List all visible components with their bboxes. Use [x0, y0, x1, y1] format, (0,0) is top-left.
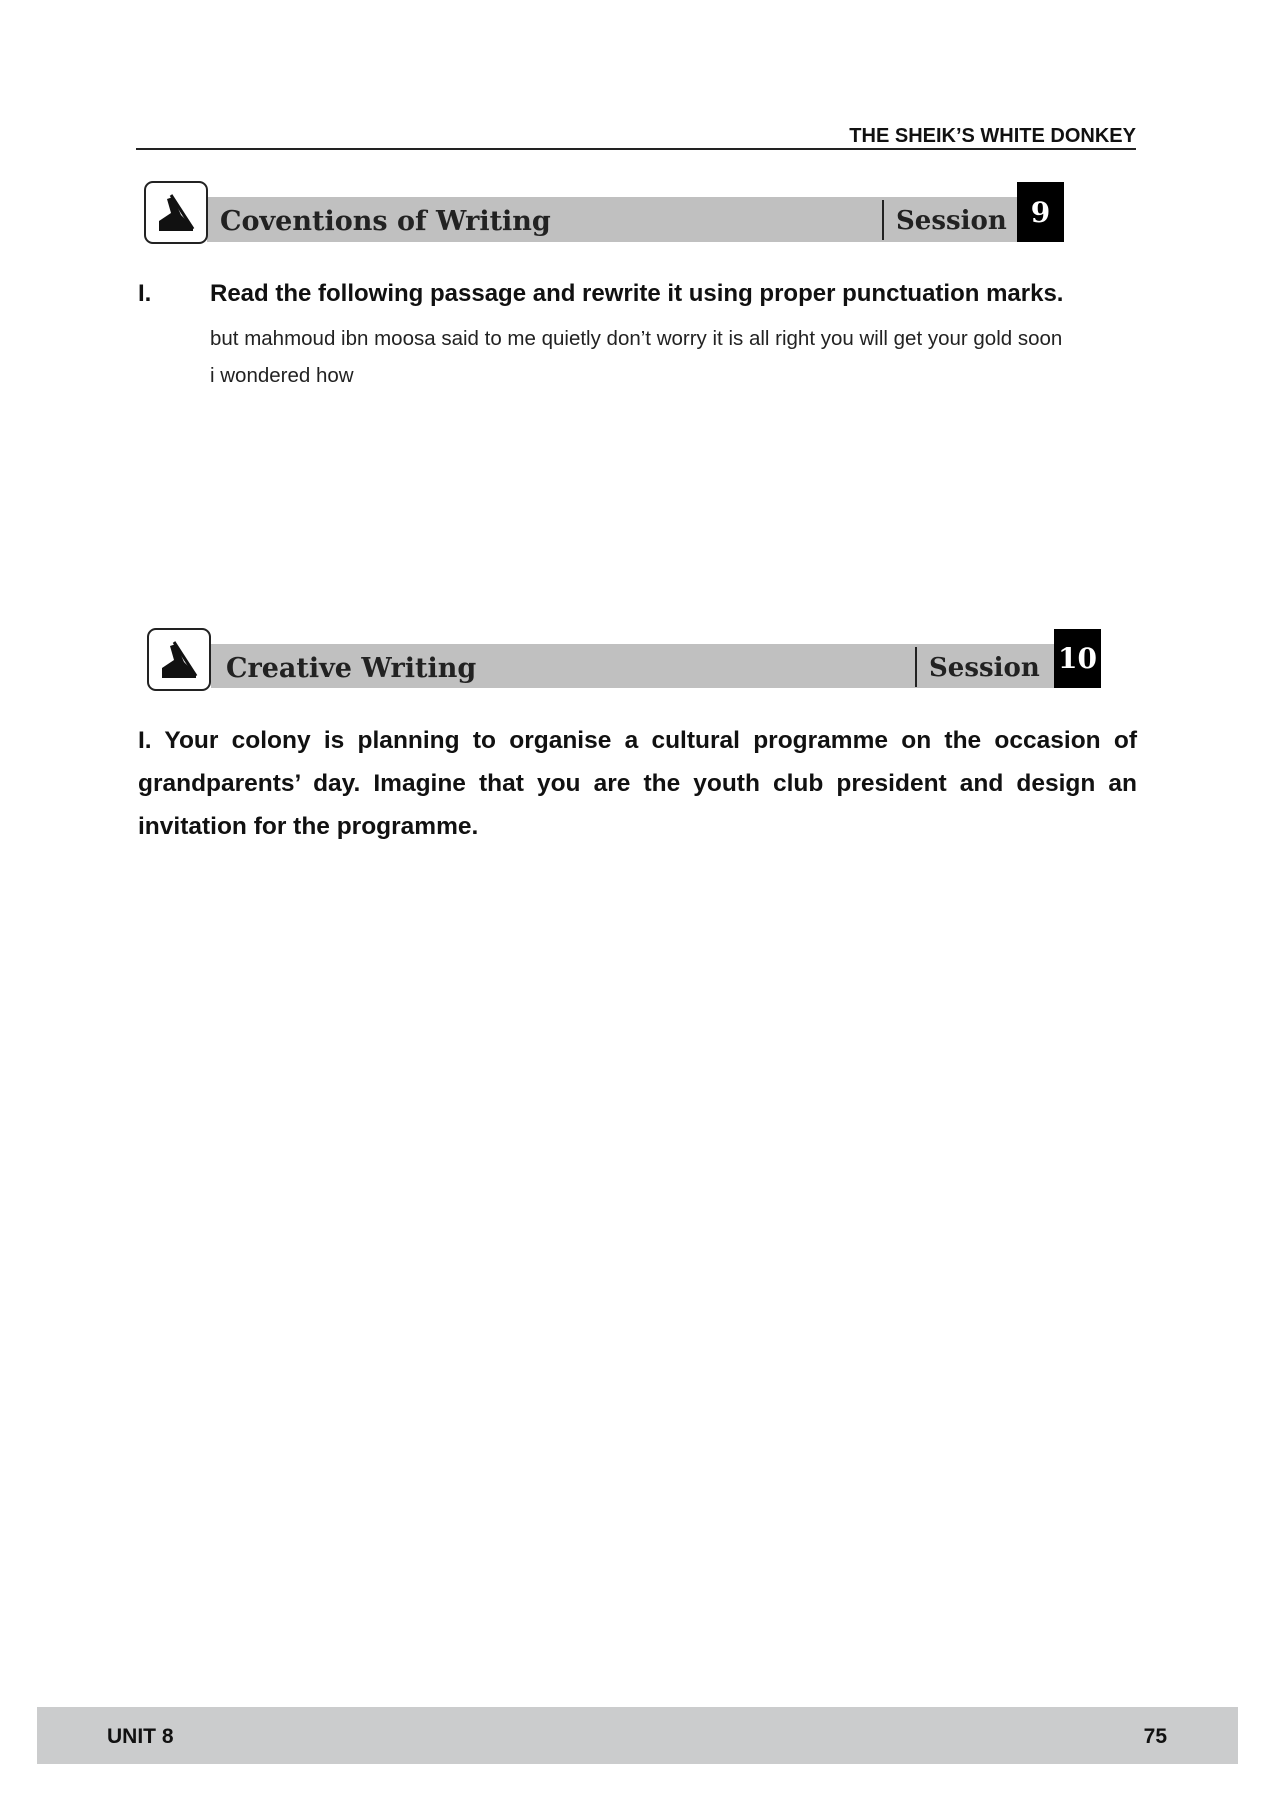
question-text: I. Your colony is planning to organise a cultural programme on the occasion of grandparents’ day. Imagine that you are the youth club president and design an invitation for the programme. — [138, 727, 1137, 840]
header-rule — [136, 148, 1136, 150]
section-title: Coventions of Writing — [220, 206, 551, 237]
section-title: Creative Writing — [226, 653, 477, 684]
question-number: I. — [138, 280, 152, 307]
unit-label: UNIT 8 — [107, 1725, 174, 1748]
writing-hand-icon — [147, 628, 211, 691]
session-number: 9 — [1017, 182, 1064, 242]
passage-line: i wondered how — [210, 364, 354, 387]
running-head: THE SHEIK’S WHITE DONKEY — [849, 125, 1136, 147]
session-label: Session — [896, 206, 1007, 236]
writing-hand-icon — [144, 181, 208, 244]
session-number: 10 — [1054, 629, 1101, 688]
passage-line: but mahmoud ibn moosa said to me quietly don’t worry it is all right you will get your gold soon — [210, 327, 1063, 350]
question-text: Read the following passage and rewrite it using proper punctuation marks. — [210, 280, 1064, 307]
footer — [37, 1707, 1238, 1764]
passage — [210, 320, 1140, 394]
divider — [882, 200, 884, 240]
session-label: Session — [929, 653, 1040, 683]
page-number: 75 — [1143, 1725, 1167, 1748]
divider — [915, 647, 917, 687]
